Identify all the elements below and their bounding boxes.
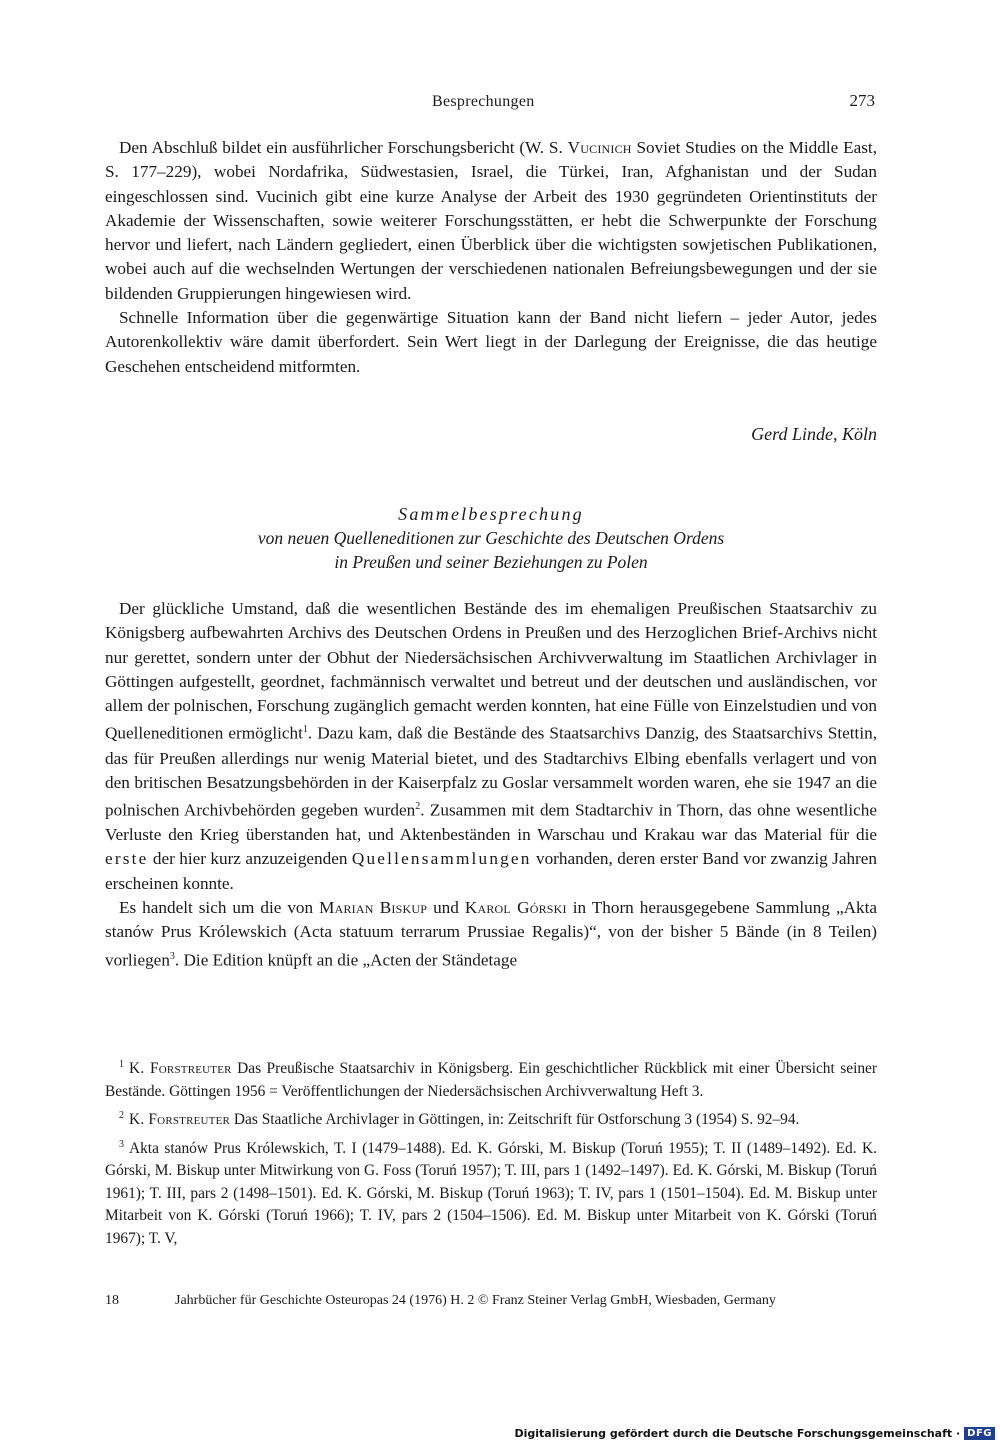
section-heading	[105, 502, 877, 574]
footnote: $^1$ K. Forstreuter Das Preußische Staatsarchiv in Königsberg. Ein geschichtlicher Rückblick mit einer Übersicht seiner Bestände. Göttingen 1956 = Veröffentlichungen der Niedersächsischen Archivverwaltung Heft 3.	[105, 1059, 877, 1100]
section-title: Sammelbesprechung	[398, 504, 584, 524]
section-subtitle-line: von neuen Quelleneditionen zur Geschichte des Deutschen Ordens	[257, 528, 725, 548]
paragraph: Es handelt sich um die von Marian Biskup und Karol Górski in Thorn herausgegebene Sammlung „Akta stanów Prus Królewskich (Acta statuum terrarum Prussiae Regalis)“, von der bisher 5 Bände (in 8 Teilen) vorliegen$^3$. Die Edition knüpft an die „Acten der Ständetage	[105, 898, 877, 970]
page-header	[120, 93, 875, 119]
author-name: Karol Górski	[464, 898, 567, 918]
page-number: 273	[849, 91, 875, 110]
author-name: Marian Biskup	[319, 898, 428, 918]
dfg-credit-text: Digitalisierung gefördert durch die Deutsche Forschungsgemeinschaft ·	[514, 1427, 961, 1440]
dfg-logo-icon: DFG	[964, 1427, 995, 1440]
footnote-ref[interactable]: 2	[415, 801, 421, 813]
footnotes	[105, 1054, 877, 1252]
author-name: Vucinich	[567, 138, 632, 157]
paragraph: Schnelle Information über die gegenwärtige Situation kann der Band nicht liefern – jeder Autor, jedes Autorenkollektiv wäre damit überfordert. Sein Wert liegt in der Darlegung der Ereignisse, die das heutige Geschehen entscheidend mitformten.	[105, 308, 877, 376]
footnote: $^2$ K. Forstreuter Das Staatliche Archivlager in Göttingen, in: Zeitschrift für Ostforschung 3 (1954) S. 92–94.	[119, 1110, 800, 1129]
footnote-ref[interactable]: 1	[302, 724, 308, 736]
journal-citation: Jahrbücher für Geschichte Osteuropas 24 (1976) H. 2 © Franz Steiner Verlag GmbH, Wiesbaden, Germany	[175, 1293, 776, 1308]
signature-mark: 18	[105, 1293, 119, 1308]
paragraph: Den Abschluß bildet ein ausführlicher Forschungsbericht (W. S. Vucinich Soviet Studies on the Middle East, S. 177–229), wobei Nordafrika, Südwestasien, Israel, die Türkei, Iran, Afghanistan und der Sudan eingeschlossen sind. Vucinich gibt eine kurze Analyse der Arbeit des 1930 gegründeten Orientinstituts der Akademie der Wissenschaften, sowie weiterer Forschungsstätten, er hebt die Schwerpunkte der Forschung hervor und liefert, nach Ländern gegliedert, einen Überblick über die wichtigsten sowjetischen Publikationen, wobei auch auf die wechselnden Wertungen der verschiedenen nationalen Befreiungsbewegungen und der sie bildenden Gruppierungen hingewiesen wird.	[105, 138, 877, 303]
author-name: K. Forstreuter	[129, 1060, 232, 1078]
dfg-credit	[514, 1427, 995, 1440]
footnote: $^3$ Akta stanów Prus Królewskich, T. I (1479–1488). Ed. K. Górski, M. Biskup (Toruń 1955); T. II (1489–1492). Ed. K. Górski, M. Biskup unter Mitwirkung von G. Foss (Toruń 1957); T. III, pars 1 (1492–1497). Ed. K. Górski, M. Biskup (Toruń 1961); T. III, pars 2 (1498–1501). Ed. K. Górski, M. Biskup (Toruń 1963); T. IV, pars 1 (1501–1504). Ed. M. Biskup unter Mitarbeit von K. Górski (Toruń 1966); T. IV, pars 2 (1504–1506). Ed. M. Biskup unter Mitarbeit von K. Górski (Toruń 1967); T. V,	[105, 1138, 877, 1247]
running-title: Besprechungen	[432, 93, 535, 110]
reviewer-signature: Gerd Linde, Köln	[751, 424, 877, 444]
footnote-ref[interactable]: 3	[169, 950, 175, 962]
paragraph: Der glückliche Umstand, daß die wesentlichen Bestände des im ehemaligen Preußischen Staatsarchiv zu Königsberg aufbewahrten Archivs des Deutschen Ordens in Preußen und des Herzoglichen Brief-Archivs nicht nur gerettet, sondern unter der Obhut der Niedersächsischen Archivverwaltung im Staatlichen Archivlager in Göttingen aufgestellt, geordnet, fachmännisch verwaltet und betreut und der deutschen und ausländischen, vor allem der polnischen, Forschung zugänglich gemacht werden konnten, hat eine Fülle von Einzelstudien und von Quelleneditionen ermöglicht$^1$. Dazu kam, daß die Bestände des Staatsarchivs Danzig, des Staatsarchivs Stettin, das für Preußen allerdings nur wenig Material bietet, und des Stadtarchivs Elbing ebenfalls verlagert und von den britischen Besatzungsbehörden in der Kaiserpfalz zu Goslar versammelt worden waren, ehe sie 1947 an die polnischen Archivbehörden gegeben wurden$^2$. Zusammen mit dem Stadtarchiv in Thorn, das ohne wesentliche Verluste den Krieg überstanden hat, und Aktenbeständen in Warschau und Krakau war das Material für die erste der hier kurz anzuzeigenden Quellensammlungen vorhanden, deren erster Band vor zwanzig Jahren erscheinen konnte.	[105, 599, 877, 893]
author-name: K. Forstreuter	[129, 1111, 231, 1129]
review-conclusion	[105, 136, 877, 379]
main-text	[105, 597, 877, 973]
section-subtitle-line: in Preußen und seiner Beziehungen zu Polen	[334, 552, 648, 572]
